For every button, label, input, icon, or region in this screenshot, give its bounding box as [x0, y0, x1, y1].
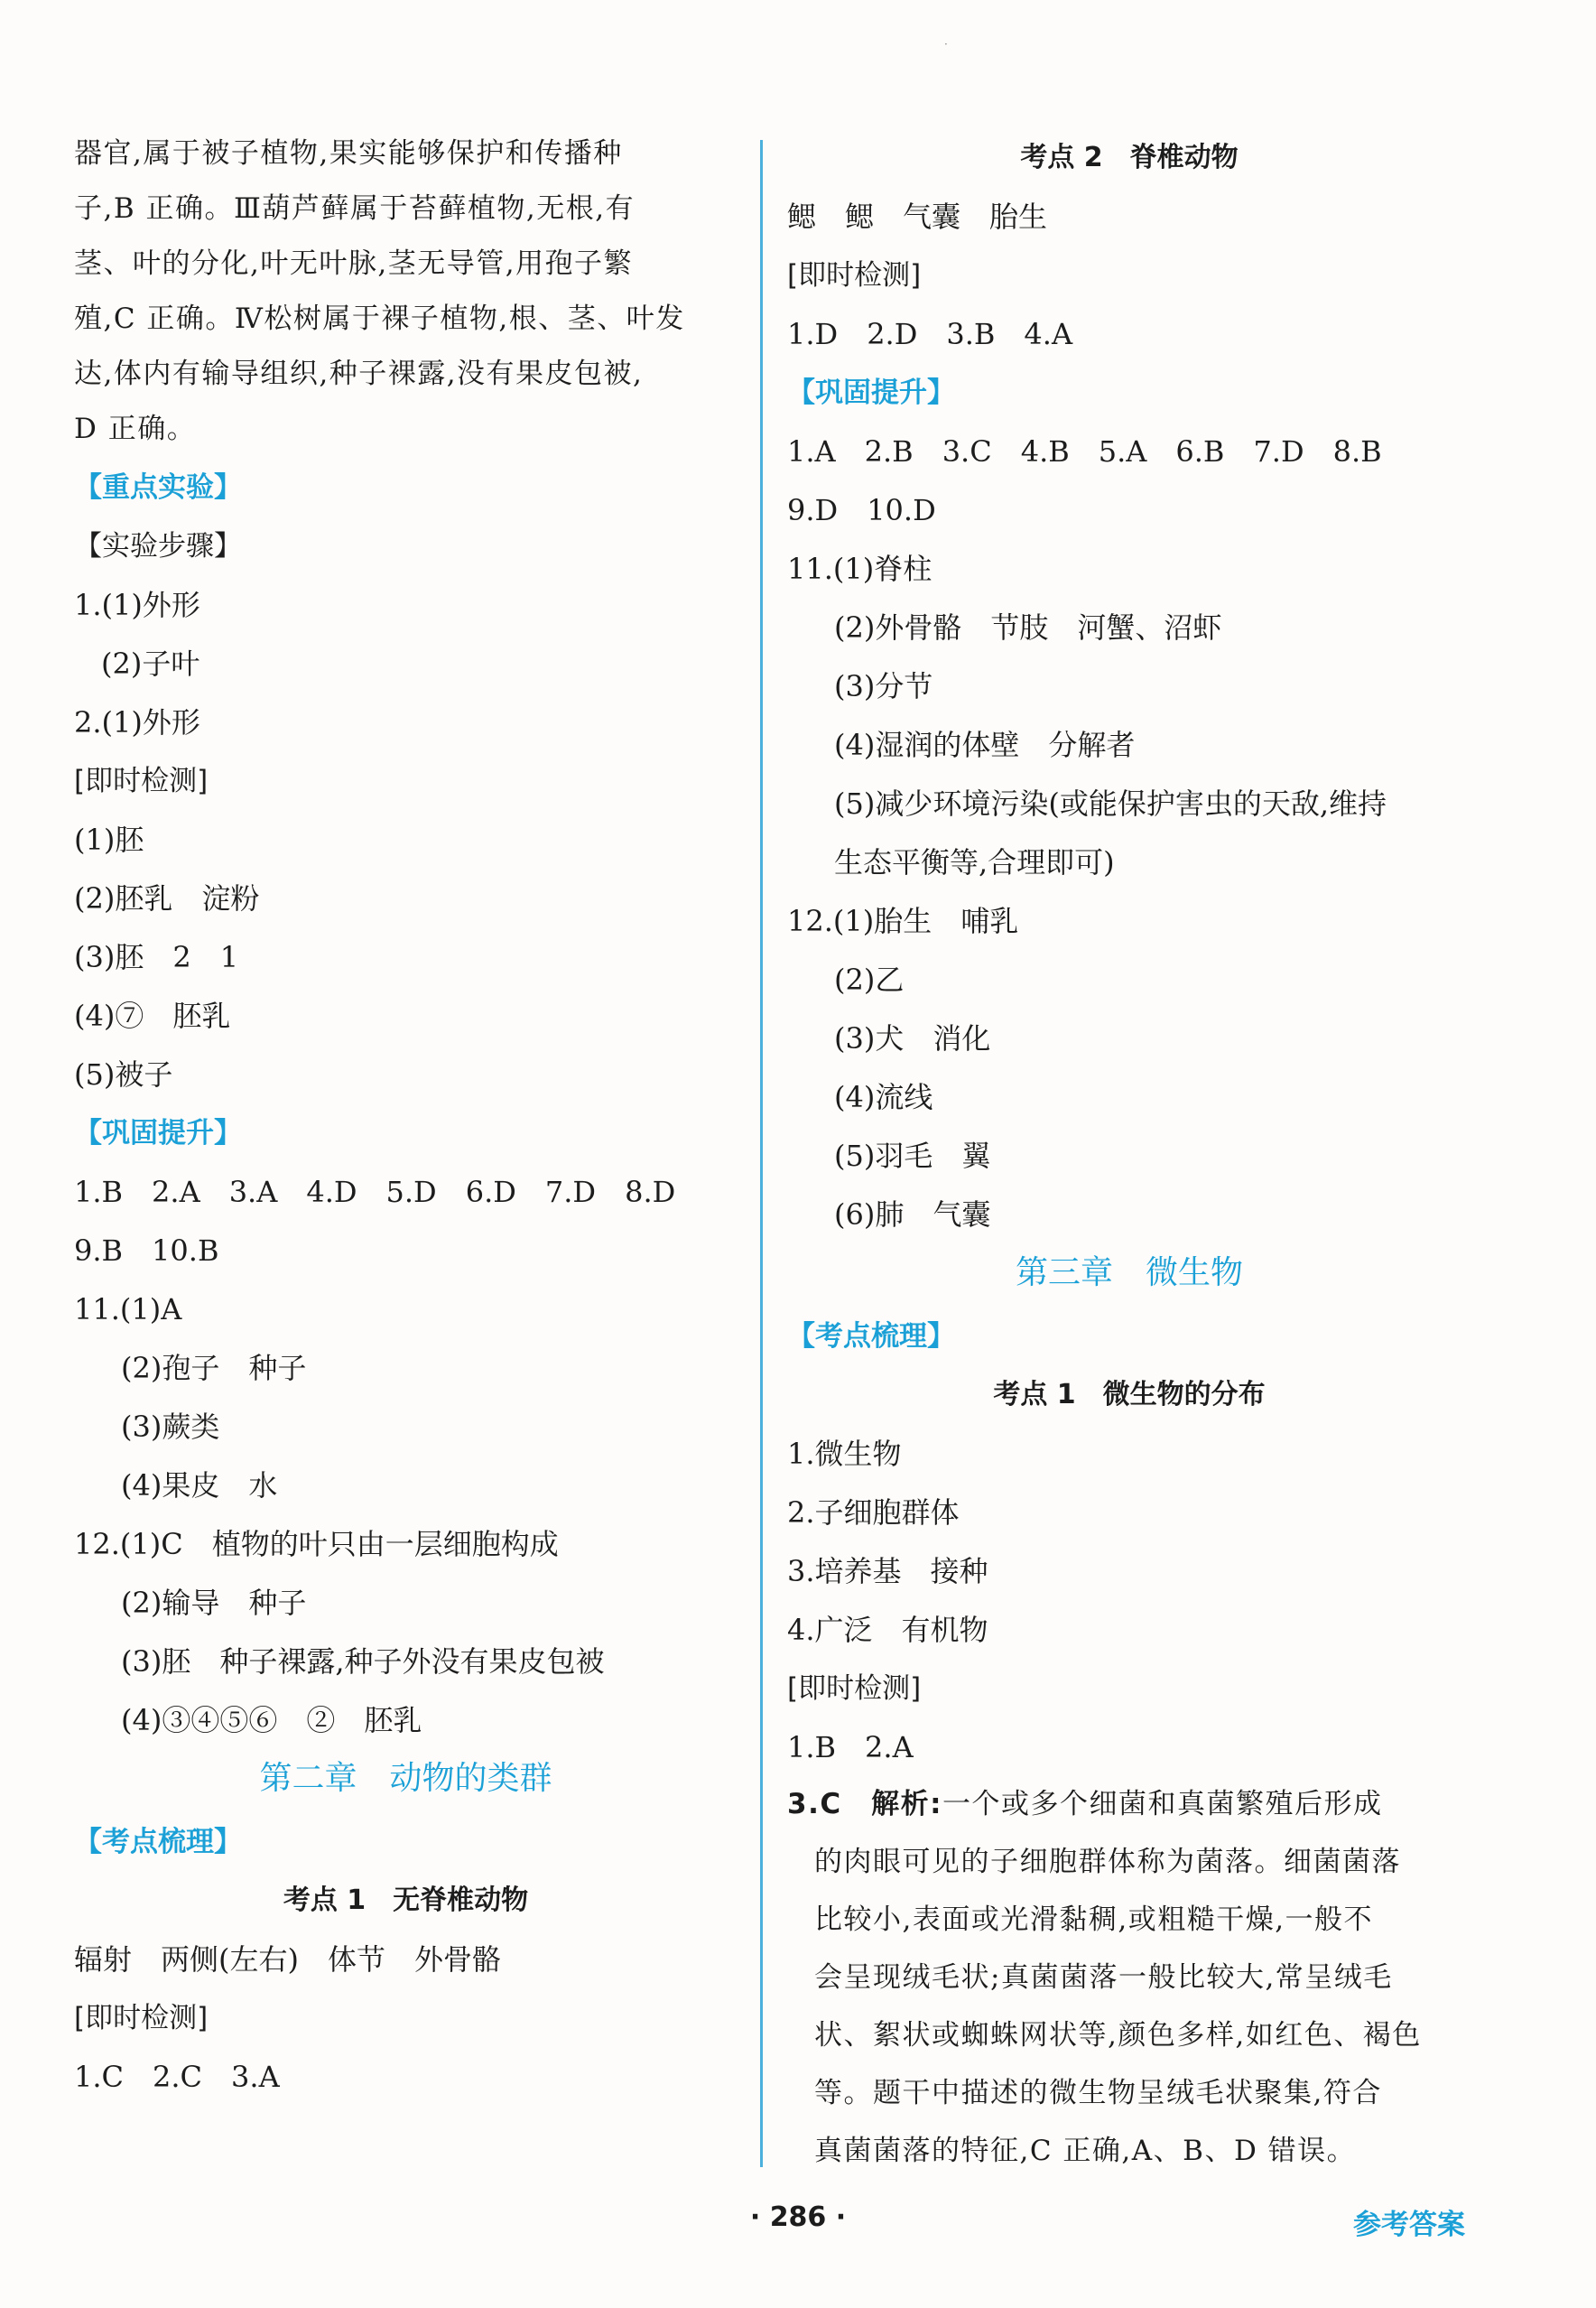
answer-line: 1.D 2.D 3.B 4.A [787, 317, 1073, 351]
paragraph-line: 达,体内有输导组织,种子裸露,没有果皮包被, [74, 358, 644, 390]
paragraph-line: 器官,属于被子植物,果实能够保护和传播种 [74, 137, 623, 170]
answer-line: 1.微生物 [787, 1437, 902, 1471]
subsection-title: [即时检测] [74, 765, 209, 797]
paragraph-line: 殖,C 正确。Ⅳ松树属于裸子植物,根、茎、叶发 [74, 302, 685, 335]
subsection-title: 【实验步骤】 [74, 530, 242, 563]
explanation-line [787, 1786, 1383, 1822]
page-number-value: 286 [769, 2201, 827, 2233]
answer-line: (1)胚 [74, 823, 144, 857]
section-tag-review: 【考点梳理】 [787, 1320, 955, 1353]
answer-line: 2.子细胞群体 [787, 1495, 960, 1530]
answer-line: (4)⑦ 胚乳 [74, 999, 231, 1033]
explanation-lead-text: 3.C 解析: [787, 1788, 942, 1820]
kp-title: 考点 2 脊椎动物 [1020, 142, 1239, 173]
answer-line: 1.B 2.A 3.A 4.D 5.D 6.D 7.D 8.D [74, 1175, 676, 1209]
answer-line: 1.B 2.A [787, 1730, 914, 1764]
chapter-title: 第二章 动物的类群 [259, 1760, 552, 1797]
explanation-lead [787, 1788, 942, 1820]
answer-line: (6)肺 气囊 [834, 1197, 991, 1232]
answer-line: (4)③④⑤⑥ ② 胚乳 [121, 1703, 422, 1737]
answer-line: 9.D 10.D [787, 493, 936, 527]
answer-line: (5)减少环境污染(或能保护害虫的天敌,维持 [834, 786, 1387, 821]
answer-line: 1.A 2.B 3.C 4.B 5.A 6.B 7.D 8.B [787, 434, 1382, 469]
answer-line: (3)胚 种子裸露,种子外没有果皮包被 [121, 1644, 605, 1679]
section-tag-consolidate: 【巩固提升】 [74, 1117, 242, 1149]
answer-line: (4)湿润的体壁 分解者 [834, 728, 1136, 762]
answer-line: (2)胚乳 淀粉 [74, 881, 260, 916]
answer-line: 12.(1)胎生 哺乳 [787, 904, 1019, 938]
answer-line: (4)果皮 水 [121, 1468, 278, 1503]
footer-label: 参考答案 [1353, 2209, 1465, 2241]
answer-line: (2)乙 [834, 963, 905, 997]
chapter-title: 第三章 微生物 [1015, 1254, 1243, 1291]
answer-line: (4)流线 [834, 1080, 933, 1114]
answer-line: 鳃 鳃 气囊 胎生 [787, 200, 1048, 234]
subsection-title: [即时检测] [787, 1672, 922, 1705]
answer-line: (2)孢子 种子 [121, 1351, 307, 1385]
explanation-line: 会呈现绒毛状;真菌菌落一般比较大,常呈绒毛 [814, 1961, 1393, 1994]
answer-line: 1.C 2.C 3.A [74, 2060, 280, 2094]
answer-line: 生态平衡等,合理即可) [834, 845, 1115, 879]
page-number: · 286 · [749, 2201, 847, 2233]
subsection-title: [即时检测] [787, 259, 922, 292]
explanation-line: 真菌菌落的特征,C 正确,A、B、D 错误。 [814, 2135, 1357, 2167]
answer-line: 9.B 10.B [74, 1233, 219, 1268]
answer-line: 12.(1)C 植物的叶只由一层细胞构成 [74, 1527, 559, 1561]
paragraph-line: D 正确。 [74, 413, 197, 445]
answer-line: (3)蕨类 [121, 1410, 220, 1444]
answer-line: (2)输导 种子 [121, 1586, 307, 1620]
answer-line: (3)分节 [834, 669, 933, 703]
answer-line: 2.(1)外形 [74, 705, 200, 740]
answer-line: 3.培养基 接种 [787, 1554, 988, 1588]
answer-line: 11.(1)脊柱 [787, 552, 933, 586]
section-tag-review: 【考点梳理】 [74, 1826, 242, 1858]
column-divider [760, 140, 763, 2167]
answer-line: (5)羽毛 翼 [834, 1139, 991, 1173]
explanation-line: 状、絮状或蜘蛛网状等,颜色多样,如红色、褐色 [814, 2019, 1422, 2052]
paragraph-line: 子,B 正确。Ⅲ葫芦藓属于苔藓植物,无根,有 [74, 192, 636, 225]
answer-line: (2)外骨骼 节肢 河蟹、沼虾 [834, 610, 1222, 645]
answer-line: (2)子叶 [101, 647, 200, 681]
paragraph-line: 茎、叶的分化,叶无叶脉,茎无导管,用孢子繁 [74, 247, 634, 280]
section-tag-consolidate: 【巩固提升】 [787, 377, 955, 409]
explanation-text: 一个或多个细菌和真菌繁殖后形成 [942, 1788, 1383, 1820]
section-tag-key-experiment: 【重点实验】 [74, 471, 242, 504]
answer-line: (3)犬 消化 [834, 1021, 991, 1056]
answer-line: (3)胚 2 1 [74, 940, 239, 974]
kp-title: 考点 1 微生物的分布 [993, 1379, 1266, 1410]
explanation-line: 的肉眼可见的子细胞群体称为菌落。细菌菌落 [814, 1846, 1401, 1878]
kp-title: 考点 1 无脊椎动物 [283, 1885, 529, 1916]
answer-line: 1.(1)外形 [74, 588, 200, 622]
answer-line: (5)被子 [74, 1057, 173, 1092]
answer-line: 4.广泛 有机物 [787, 1613, 988, 1647]
answer-line: 辐射 两侧(左右) 体节 外骨骼 [74, 1942, 501, 1977]
subsection-title: [即时检测] [74, 2002, 209, 2034]
explanation-line: 比较小,表面或光滑黏稠,或粗糙干燥,一般不 [814, 1903, 1374, 1936]
answer-line: 11.(1)A [74, 1292, 182, 1326]
explanation-line: 等。题干中描述的微生物呈绒毛状聚集,符合 [814, 2077, 1382, 2109]
top-mark: · [944, 38, 948, 51]
